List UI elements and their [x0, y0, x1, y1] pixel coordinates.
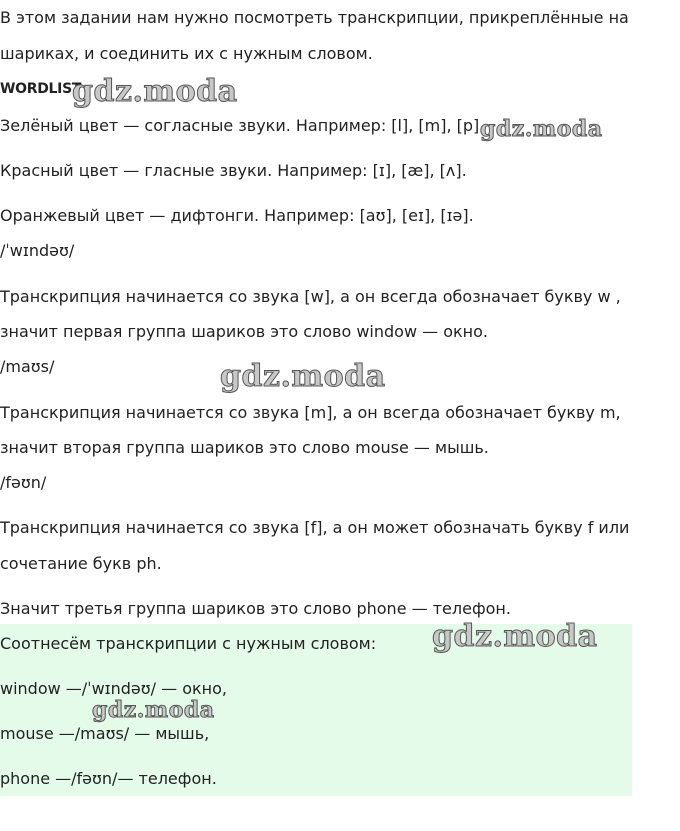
answer-line-phone: phone —/fəʊn/— телефон. [0, 769, 217, 788]
watermark: gdz.moda [72, 74, 238, 109]
explanation-window-line-2: значит первая группа шариков это слово window — окно. [0, 322, 489, 341]
watermark: gdz.moda [480, 116, 603, 142]
transcription-mouse: /maʊs/ [0, 357, 55, 376]
transcription-window: /ˈwɪndəʊ/ [0, 241, 75, 260]
phone-conclusion: Значит третья группа шариков это слово phone — телефон. [0, 599, 511, 618]
explanation-window-line-1: Транскрипция начинается со звука [w], а он всегда обозначает букву w , [0, 287, 621, 306]
rule-green: Зелёный цвет — согласные звуки. Например: [l], [m], [p]. [0, 116, 485, 135]
explanation-phone-line-1: Транскрипция начинается со звука [f], а он может обозначать букву f или [0, 518, 630, 537]
intro-line-2: шариках, и соединить их с нужным словом. [0, 44, 373, 63]
watermark: gdz.moda [432, 619, 598, 654]
rule-red: Красный цвет — гласные звуки. Например: [ɪ], [æ], [ʌ]. [0, 161, 467, 180]
watermark: gdz.moda [220, 359, 386, 394]
transcription-phone: /fəʊn/ [0, 473, 47, 492]
watermark: gdz.moda [92, 697, 215, 723]
answer-heading: Соотнесём транскрипции с нужным словом: [0, 634, 377, 653]
explanation-mouse-line-2: значит вторая группа шариков это слово mouse — мышь. [0, 438, 489, 457]
rule-orange: Оранжевый цвет — дифтонги. Например: [aʊ], [eɪ], [ɪə]. [0, 206, 474, 225]
explanation-mouse-line-1: Транскрипция начинается со звука [m], а он всегда обозначает букву m, [0, 403, 621, 422]
intro-line-1: В этом задании нам нужно посмотреть транскрипции, прикреплённые на [0, 8, 629, 27]
wordlist-heading: WORDLIST [0, 81, 82, 97]
answer-line-mouse: mouse —/maʊs/ — мышь, [0, 724, 210, 743]
answer-line-window: window —/ˈwɪndəʊ/ — окно, [0, 679, 227, 698]
explanation-phone-line-2: сочетание букв ph. [0, 554, 162, 573]
